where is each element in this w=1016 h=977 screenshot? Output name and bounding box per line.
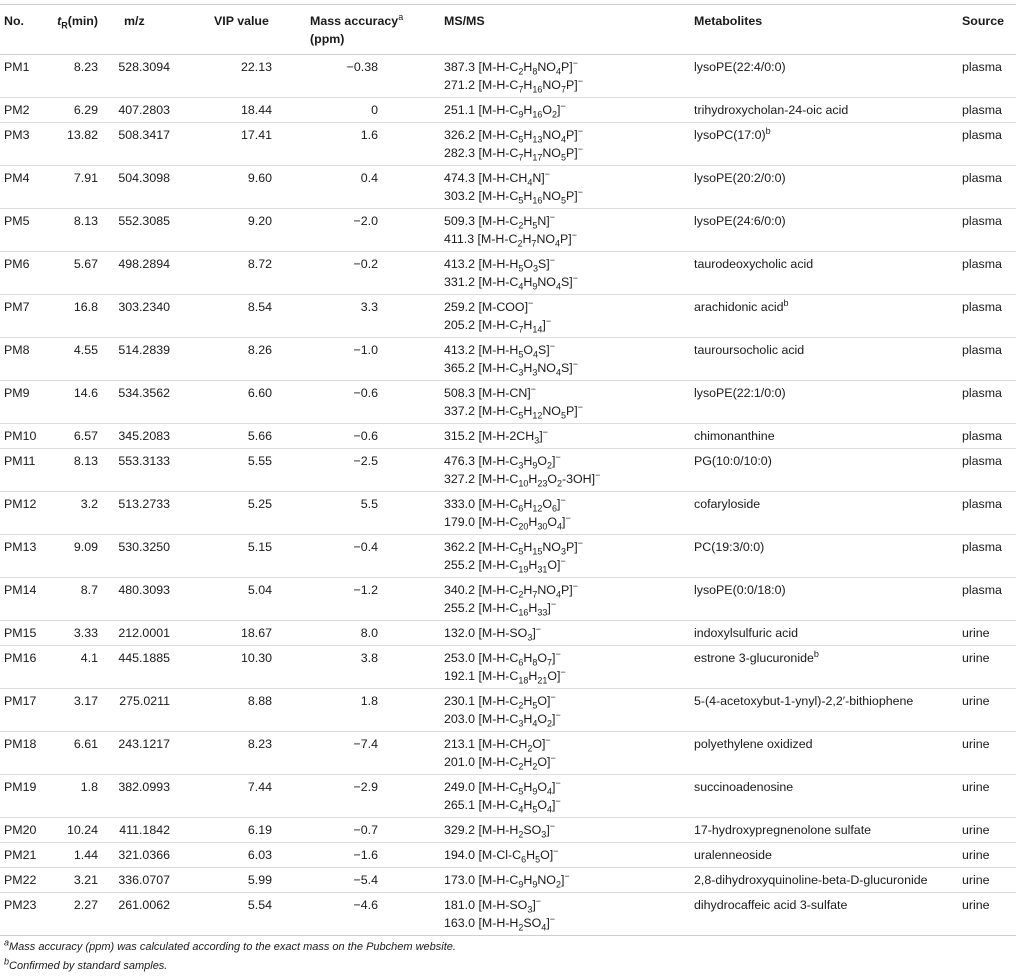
msms-fragment: 271.2 $[M-H-C_7H_{16}NO_7P]^-$	[444, 75, 583, 95]
cell-no: PM14	[0, 578, 52, 621]
metabolites-table	[0, 4, 1016, 936]
cell-msms	[432, 818, 694, 843]
cell-msms	[432, 166, 694, 209]
cell-mass-accuracy: 0	[304, 98, 432, 123]
msms-fragment: 387.3 $[M-H-C_2H_8NO_4P]^-$	[444, 57, 578, 77]
cell-vip: 5.15	[194, 535, 304, 578]
msms-fragment: 265.1 $[M-H-C_4H_5O_4]^-$	[444, 795, 561, 815]
cell-vip: 5.04	[194, 578, 304, 621]
cell-mass-accuracy: 0.4	[304, 166, 432, 209]
cell-source: plasma	[930, 98, 1016, 123]
cell-retention-time: 8.7	[52, 578, 98, 621]
table-row	[0, 818, 1016, 843]
cell-vip: 6.60	[194, 381, 304, 424]
cell-source: plasma	[930, 123, 1016, 166]
cell-no: PM15	[0, 621, 52, 646]
table-row	[0, 209, 1016, 252]
cell-no: PM18	[0, 732, 52, 775]
cell-msms	[432, 123, 694, 166]
cell-no: PM16	[0, 646, 52, 689]
cell-mz: 514.2839	[98, 338, 194, 381]
cell-retention-time: 6.61	[52, 732, 98, 775]
cell-vip: 10.30	[194, 646, 304, 689]
header-retention-time: $t_R(\min)$	[52, 5, 98, 55]
msms-fragment: 303.2 $[M-H-C_5H_{16}NO_5P]^-$	[444, 186, 583, 206]
msms-fragment: 315.2 $[M-H-2CH_3]^-$	[444, 426, 548, 446]
cell-mz: 508.3417	[98, 123, 194, 166]
cell-mass-accuracy: −0.6	[304, 381, 432, 424]
cell-mz: 407.2803	[98, 98, 194, 123]
cell-no: PM9	[0, 381, 52, 424]
cell-no: PM23	[0, 893, 52, 936]
cell-metabolite: polyethylene oxidized	[694, 732, 930, 775]
cell-source: plasma	[930, 381, 1016, 424]
cell-retention-time: 8.23	[73, 60, 98, 74]
cell-no: PM13	[0, 535, 52, 578]
msms-fragment: 365.2 $[M-H-C_3H_3NO_4S]^-$	[444, 358, 578, 378]
table-row	[0, 689, 1016, 732]
header-vip: VIP value	[194, 5, 304, 55]
table-row	[0, 775, 1016, 818]
cell-mass-accuracy: −1.6	[304, 843, 432, 868]
cell-source: urine	[930, 689, 1016, 732]
cell-mz: 504.3098	[98, 166, 194, 209]
cell-retention-time: 1.8	[52, 775, 98, 818]
msms-fragment: 413.2 $[M-H-H_5O_4S]^-$	[444, 340, 556, 360]
cell-mz: 382.0993	[98, 775, 194, 818]
cell-msms	[432, 209, 694, 252]
cell-mass-accuracy: 5.5	[304, 492, 432, 535]
cell-no: PM20	[0, 818, 52, 843]
cell-source: plasma	[930, 166, 1016, 209]
msms-fragment: 132.0 $[M-H-SO_3]^-$	[444, 623, 542, 643]
table-row	[0, 868, 1016, 893]
cell-no: PM10	[0, 424, 52, 449]
footnote-a: $^a$Mass accuracy (ppm) was calculated according to the exact mass on the Pubchem website.	[4, 937, 456, 953]
cell-vip: 9.20	[194, 209, 304, 252]
cell-metabolite: taurodeoxycholic acid	[694, 252, 930, 295]
cell-no: PM5	[0, 209, 52, 252]
cell-msms	[432, 492, 694, 535]
cell-msms	[432, 646, 694, 689]
cell-no: PM4	[0, 166, 52, 209]
cell-mz: 553.3133	[98, 449, 194, 492]
cell-no: PM12	[0, 492, 52, 535]
cell-source: urine	[930, 893, 1016, 936]
cell-source: plasma	[930, 424, 1016, 449]
cell-mass-accuracy: −2.5	[304, 449, 432, 492]
footnotes	[4, 938, 456, 976]
msms-fragment: 255.2 $[M-H-C_{16}H_{33}]^-$	[444, 598, 557, 618]
cell-retention-time: 16.8	[52, 295, 98, 338]
cell-retention-time: 6.57	[52, 424, 98, 449]
table-row	[0, 578, 1016, 621]
cell-msms	[432, 252, 694, 295]
footnote-mark: b	[765, 125, 771, 136]
msms-fragment: 192.1 $[M-H-C_{18}H_{21}O]^-$	[444, 666, 566, 686]
table-row	[0, 492, 1016, 535]
header-mass-accuracy: Mass accuracy$^a$ (ppm)	[304, 5, 432, 55]
msms-fragment: 509.3 $[M-H-C_2H_5N]^-$	[444, 211, 556, 231]
cell-mz: 345.2083	[98, 424, 194, 449]
msms-fragment: 474.3 $[M-H-CH_4N]^-$	[444, 168, 550, 188]
cell-no: PM6	[0, 252, 52, 295]
cell-source: urine	[930, 732, 1016, 775]
cell-source: plasma	[930, 252, 1016, 295]
header-mz: m/z	[98, 5, 194, 55]
table-row	[0, 98, 1016, 123]
cell-vip: 9.60	[194, 166, 304, 209]
cell-mass-accuracy: −2.9	[304, 775, 432, 818]
cell-mz: 513.2733	[98, 492, 194, 535]
header-metabolites: Metabolites	[694, 5, 930, 55]
cell-vip: 8.72	[194, 252, 304, 295]
msms-fragment: 282.3 $[M-H-C_7H_{17}NO_5P]^-$	[444, 143, 583, 163]
msms-fragment: 163.0 $[M-H-H_2SO_4]^-$	[444, 913, 556, 933]
cell-vip: 8.23	[194, 732, 304, 775]
header-source: Source	[930, 5, 1016, 55]
cell-mass-accuracy: −0.6	[304, 424, 432, 449]
table-body	[0, 55, 1016, 936]
table-row	[0, 843, 1016, 868]
cell-source: plasma	[930, 338, 1016, 381]
cell-mass-accuracy: −0.7	[304, 818, 432, 843]
cell-metabolite: uralenneoside	[694, 843, 930, 868]
header-no: No.	[0, 5, 52, 55]
cell-vip: 17.41	[194, 123, 304, 166]
cell-msms	[432, 775, 694, 818]
cell-mz: 275.0211	[98, 689, 194, 732]
cell-source: plasma	[930, 535, 1016, 578]
table-row	[0, 621, 1016, 646]
cell-msms	[432, 424, 694, 449]
cell-mz: 411.1842	[98, 818, 194, 843]
msms-fragment: 205.2 $[M-H-C_7H_{14}]^-$	[444, 315, 552, 335]
cell-msms	[432, 98, 694, 123]
msms-fragment: 411.3 $[M-H-C_2H_7NO_4P]^-$	[444, 229, 578, 249]
cell-msms	[432, 689, 694, 732]
cell-mz: 445.1885	[98, 646, 194, 689]
cell-vip: 5.55	[194, 449, 304, 492]
cell-no: PM3	[0, 123, 52, 166]
cell-msms	[432, 843, 694, 868]
cell-no: PM2	[0, 98, 52, 123]
cell-msms	[432, 621, 694, 646]
cell-no: PM21	[0, 843, 52, 868]
msms-fragment: 253.0 $[M-H-C_6H_8O_7]^-$	[444, 648, 561, 668]
cell-mass-accuracy: 1.8	[304, 689, 432, 732]
footnote-b: $^b$Confirmed by standard samples.	[4, 956, 168, 972]
cell-metabolite: PC(19:3/0:0)	[694, 535, 930, 578]
msms-fragment: 413.2 $[M-H-H_5O_3S]^-$	[444, 254, 556, 274]
header-msms: MS/MS	[432, 5, 694, 55]
cell-vip: 6.19	[194, 818, 304, 843]
msms-fragment: 179.0 $[M-H-C_{20}H_{30}O_4]^-$	[444, 512, 571, 532]
msms-fragment: 362.2 $[M-H-C_5H_{15}NO_3P]^-$	[444, 537, 583, 557]
cell-vip: 8.26	[194, 338, 304, 381]
cell-no: PM7	[0, 295, 52, 338]
msms-fragment: 181.0 $[M-H-SO_3]^-$	[444, 895, 542, 915]
cell-retention-time: 3.17	[52, 689, 98, 732]
cell-mz: 321.0366	[98, 843, 194, 868]
table-row	[0, 732, 1016, 775]
cell-retention-time: 8.13	[52, 449, 98, 492]
table-row	[0, 424, 1016, 449]
msms-fragment: 201.0 $[M-H-C_2H_2O]^-$	[444, 752, 556, 772]
table-row	[0, 893, 1016, 936]
cell-metabolite: estrone 3-glucuronide$^b$	[694, 646, 930, 689]
cell-mass-accuracy: −5.4	[304, 868, 432, 893]
cell-mass-accuracy: −4.6	[304, 893, 432, 936]
cell-mass-accuracy: −1.2	[304, 578, 432, 621]
cell-mass-accuracy: −1.0	[304, 338, 432, 381]
footnote-mark: b	[813, 648, 819, 659]
cell-mz: 261.0062	[98, 893, 194, 936]
cell-vip: 5.54	[194, 893, 304, 936]
msms-fragment: 333.0 $[M-H-C_6H_{12}O_6]^-$	[444, 494, 566, 514]
cell-vip: 18.67	[194, 621, 304, 646]
cell-retention-time: 3.33	[52, 621, 98, 646]
cell-no: PM22	[0, 868, 52, 893]
cell-retention-time: 6.29	[52, 98, 98, 123]
cell-retention-time: 3.21	[52, 868, 98, 893]
msms-fragment: 249.0 $[M-H-C_5H_9O_4]^-$	[444, 777, 561, 797]
cell-msms	[432, 381, 694, 424]
cell-vip: 7.44	[194, 775, 304, 818]
cell-retention-time: 9.09	[52, 535, 98, 578]
cell-metabolite: lysoPE(24:6/0:0)	[694, 209, 930, 252]
msms-fragment: 337.2 $[M-H-C_5H_{12}NO_5P]^-$	[444, 401, 583, 421]
table-row	[0, 295, 1016, 338]
msms-fragment: 326.2 $[M-H-C_5H_{13}NO_4P]^-$	[444, 125, 583, 145]
msms-fragment: 230.1 $[M-H-C_2H_5O]^-$	[444, 691, 556, 711]
msms-fragment: 259.2 [M-COO]−	[444, 297, 534, 314]
cell-no: PM8	[0, 338, 52, 381]
cell-metabolite: cofaryloside	[694, 492, 930, 535]
header-row	[0, 5, 1016, 55]
cell-mass-accuracy: −2.0	[304, 209, 432, 252]
cell-source: plasma	[930, 295, 1016, 338]
cell-vip: 5.66	[194, 424, 304, 449]
cell-no: PM1	[4, 60, 30, 74]
cell-metabolite: trihydroxycholan-24-oic acid	[694, 98, 930, 123]
cell-metabolite: lysoPE(22:1/0:0)	[694, 381, 930, 424]
cell-msms	[432, 449, 694, 492]
cell-retention-time: 2.27	[52, 893, 98, 936]
msms-fragment: 327.2 $[M-H-C_{10}H_{23}O_2-3OH]^-$	[444, 469, 601, 489]
cell-retention-time: 5.67	[52, 252, 98, 295]
cell-retention-time: 4.1	[52, 646, 98, 689]
cell-mass-accuracy: 3.8	[304, 646, 432, 689]
cell-retention-time: 10.24	[52, 818, 98, 843]
cell-metabolite: 5-(4-acetoxybut-1-ynyl)-2,2′-bithiophene	[694, 689, 930, 732]
cell-no: PM17	[0, 689, 52, 732]
cell-msms	[432, 55, 694, 98]
msms-fragment: 173.0 $[M-H-C_9H_9NO_2]^-$	[444, 870, 570, 890]
cell-metabolite: tauroursocholic acid	[694, 338, 930, 381]
msms-fragment: 251.1 $[M-H-C_9H_{16}O_2]^-$	[444, 100, 566, 120]
table-row	[0, 535, 1016, 578]
cell-no: PM19	[0, 775, 52, 818]
table-row	[0, 338, 1016, 381]
msms-fragment: 329.2 $[M-H-H_2SO_3]^-$	[444, 820, 556, 840]
cell-msms	[432, 732, 694, 775]
cell-source: plasma	[930, 578, 1016, 621]
msms-fragment: 331.2 $[M-H-C_4H_9NO_4S]^-$	[444, 272, 578, 292]
cell-mass-accuracy: −0.4	[304, 535, 432, 578]
msms-fragment: 194.0 $[M-Cl-C_6H_5O]^-$	[444, 845, 559, 865]
msms-fragment: 476.3 $[M-H-C_3H_9O_2]^-$	[444, 451, 561, 471]
cell-mz: 336.0707	[98, 868, 194, 893]
cell-vip: 18.44	[194, 98, 304, 123]
cell-mass-accuracy: −0.38	[346, 60, 378, 74]
cell-source: urine	[930, 621, 1016, 646]
cell-retention-time: 13.82	[52, 123, 98, 166]
cell-vip: 8.88	[194, 689, 304, 732]
cell-mz: 243.1217	[98, 732, 194, 775]
table-row	[0, 55, 1016, 98]
cell-metabolite: lysoPC(17:0)$^b$	[694, 123, 930, 166]
cell-metabolite: lysoPE(0:0/18:0)	[694, 578, 930, 621]
cell-metabolite: chimonanthine	[694, 424, 930, 449]
cell-metabolite: succinoadenosine	[694, 775, 930, 818]
cell-mass-accuracy: 1.6	[304, 123, 432, 166]
cell-retention-time: 4.55	[52, 338, 98, 381]
cell-source: plasma	[930, 492, 1016, 535]
table-row	[0, 252, 1016, 295]
table-row	[0, 123, 1016, 166]
cell-mass-accuracy: 8.0	[304, 621, 432, 646]
cell-retention-time: 3.2	[52, 492, 98, 535]
msms-fragment: 508.3 [M-H-CN]−	[444, 383, 537, 400]
cell-mz: 534.3562	[98, 381, 194, 424]
cell-vip: 5.99	[194, 868, 304, 893]
cell-metabolite: 17-hydroxypregnenolone sulfate	[694, 818, 930, 843]
cell-mz: 498.2894	[98, 252, 194, 295]
cell-vip: 22.13	[240, 60, 272, 74]
cell-mz: 303.2340	[98, 295, 194, 338]
cell-retention-time: 8.13	[52, 209, 98, 252]
msms-fragment: 203.0 $[M-H-C_3H_4O_2]^-$	[444, 709, 561, 729]
cell-metabolite: 2,8-dihydroxyquinoline-beta-D-glucuronide	[694, 868, 930, 893]
cell-source: plasma	[930, 209, 1016, 252]
cell-metabolite: lysoPE(22:4/0:0)	[694, 60, 786, 74]
table-row	[0, 646, 1016, 689]
cell-metabolite: indoxylsulfuric acid	[694, 621, 930, 646]
footnote-mark: b	[783, 297, 789, 308]
cell-source: urine	[930, 843, 1016, 868]
cell-mz: 480.3093	[98, 578, 194, 621]
cell-msms	[432, 868, 694, 893]
cell-source: plasma	[962, 60, 1002, 74]
msms-fragment: 255.2 $[M-H-C_{19}H_{31}O]^-$	[444, 555, 566, 575]
cell-metabolite: arachidonic acid$^b$	[694, 295, 930, 338]
cell-source: urine	[930, 646, 1016, 689]
cell-mz: 212.0001	[98, 621, 194, 646]
cell-metabolite: PG(10:0/10:0)	[694, 449, 930, 492]
cell-retention-time: 14.6	[52, 381, 98, 424]
cell-mz: 552.3085	[98, 209, 194, 252]
cell-source: urine	[930, 775, 1016, 818]
cell-vip: 6.03	[194, 843, 304, 868]
cell-metabolite: dihydrocaffeic acid 3-sulfate	[694, 893, 930, 936]
cell-mz: 530.3250	[98, 535, 194, 578]
cell-no: PM11	[0, 449, 52, 492]
cell-msms	[432, 893, 694, 936]
cell-msms	[432, 578, 694, 621]
cell-vip: 8.54	[194, 295, 304, 338]
cell-source: plasma	[930, 449, 1016, 492]
cell-metabolite: lysoPE(20:2/0:0)	[694, 166, 930, 209]
cell-msms	[432, 535, 694, 578]
cell-mass-accuracy: −0.2	[304, 252, 432, 295]
msms-fragment: 213.1 $[M-H-CH_2O]^-$	[444, 734, 551, 754]
table-row	[0, 449, 1016, 492]
cell-retention-time: 7.91	[52, 166, 98, 209]
cell-retention-time: 1.44	[52, 843, 98, 868]
cell-source: urine	[930, 868, 1016, 893]
cell-source: urine	[930, 818, 1016, 843]
cell-mass-accuracy: 3.3	[304, 295, 432, 338]
cell-mz: 528.3094	[118, 60, 170, 74]
cell-mass-accuracy: −7.4	[304, 732, 432, 775]
cell-msms	[432, 295, 694, 338]
msms-fragment: 340.2 $[M-H-C_2H_7NO_4P]^-$	[444, 580, 578, 600]
cell-vip: 5.25	[194, 492, 304, 535]
table-row	[0, 166, 1016, 209]
cell-msms	[432, 338, 694, 381]
table-row	[0, 381, 1016, 424]
